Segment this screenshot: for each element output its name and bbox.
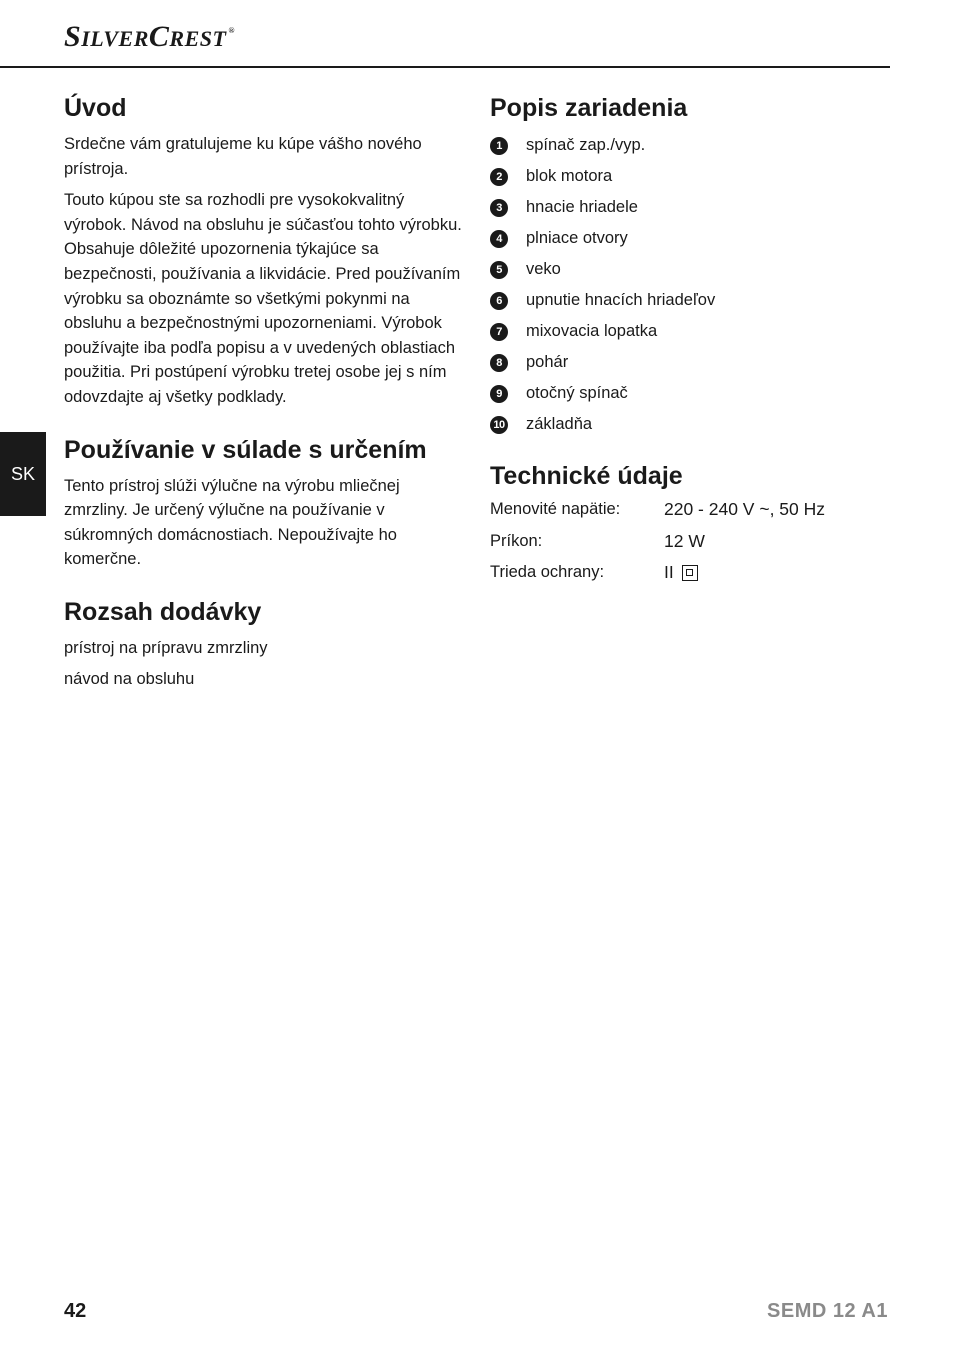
part-label: základňa <box>526 415 593 433</box>
brand-logo-s: S <box>64 20 82 53</box>
part-item <box>490 192 890 223</box>
scope-heading: Rozsah dodávky <box>64 597 262 626</box>
spec-key: Príkon: <box>490 531 543 550</box>
spec-value: II <box>664 562 674 583</box>
scope-item: návod na obsluhu <box>64 670 195 688</box>
part-item <box>490 316 890 347</box>
page-number: 42 <box>64 1300 87 1322</box>
part-label: plniace otvory <box>526 229 628 247</box>
part-number-badge: 2 <box>490 168 508 186</box>
part-label: mixovacia lopatka <box>526 322 658 340</box>
specs-heading: Technické údaje <box>490 462 683 490</box>
part-number-badge: 1 <box>490 137 508 155</box>
part-item <box>490 347 890 378</box>
intended-use-heading: Používanie v súlade s určením <box>64 435 427 464</box>
part-item <box>490 285 890 316</box>
parts-heading: Popis zariadenia <box>490 94 688 122</box>
part-item <box>490 409 890 440</box>
registered-mark: ® <box>228 26 235 35</box>
part-number-badge: 10 <box>490 416 508 434</box>
spec-row <box>490 557 890 589</box>
part-label: blok motora <box>526 167 613 185</box>
part-item <box>490 223 890 254</box>
section-intended-use <box>64 432 468 572</box>
part-item <box>490 130 890 161</box>
model-name: SEMD 12 A1 <box>767 1300 888 1322</box>
part-number-badge: 8 <box>490 354 508 372</box>
intro-heading: Úvod <box>64 94 127 122</box>
part-label: upnutie hnacích hriadeľov <box>526 291 716 309</box>
parts-list <box>490 130 890 440</box>
spec-key: Trieda ochrany: <box>490 563 605 582</box>
part-number-badge: 7 <box>490 323 508 341</box>
scope-item: prístroj na prípravu zmrzliny <box>64 638 268 657</box>
left-column <box>64 90 468 692</box>
spec-row <box>490 526 890 558</box>
part-label: spínač zap./vyp. <box>526 136 646 154</box>
part-number-badge: 4 <box>490 230 508 248</box>
part-number-badge: 3 <box>490 199 508 217</box>
section-intro <box>64 90 468 410</box>
part-label: pohár <box>526 353 569 371</box>
part-number-badge: 9 <box>490 385 508 403</box>
intro-paragraph-2: Touto kúpou ste sa rozhodli pre vysokokvalitný výrobok. Návod na obsluhu je súčasťou tohto výrobku. Obsahuje dôležité upozornenia týkajúce sa bezpečnosti, používania a likvidácie. Pred používaním výrobku sa oboznámte so všetkými pokynmi na obsluhu a bezpečnostnými upozorneniami. Výrobok používajte iba podľa popisu a v uvedených oblastiach použitia. Pri postúpení výrobku tretej osobe jej s ním odovzdajte aj všetky podklady. <box>64 191 462 406</box>
part-label: otočný spínač <box>526 384 628 402</box>
part-label: veko <box>526 260 561 278</box>
right-column <box>490 90 890 589</box>
brand-logo <box>64 20 235 54</box>
brand-logo-ilver: ILVER <box>81 26 149 51</box>
part-number-badge: 5 <box>490 261 508 279</box>
brand-logo-rest: REST <box>169 26 227 51</box>
spec-value-wrap <box>664 562 698 583</box>
part-number-badge: 6 <box>490 292 508 310</box>
part-item <box>490 161 890 192</box>
brand-logo-c: C <box>148 20 170 53</box>
spec-key: Menovité napätie: <box>490 500 621 519</box>
section-specs <box>490 458 890 589</box>
spec-row <box>490 494 890 526</box>
protection-class-ii-icon <box>682 565 698 581</box>
spec-value: 12 W <box>664 530 705 551</box>
section-scope <box>64 594 468 692</box>
intended-use-paragraph: Tento prístroj slúži výlučne na výrobu mliečnej zmrzliny. Je určený výlučne na používanie v súkromných domácnostiach. Nepoužívajte ho komerčne. <box>64 476 400 569</box>
part-item <box>490 254 890 285</box>
intro-paragraph-1: Srdečne vám gratulujeme ku kúpe vášho nového prístroja. <box>64 135 422 178</box>
part-item <box>490 378 890 409</box>
header-rule <box>0 66 890 68</box>
section-parts <box>490 90 890 440</box>
language-tab: SK <box>0 432 46 516</box>
spec-value: 220 - 240 V ~, 50 Hz <box>664 499 826 520</box>
part-label: hnacie hriadele <box>526 198 638 216</box>
